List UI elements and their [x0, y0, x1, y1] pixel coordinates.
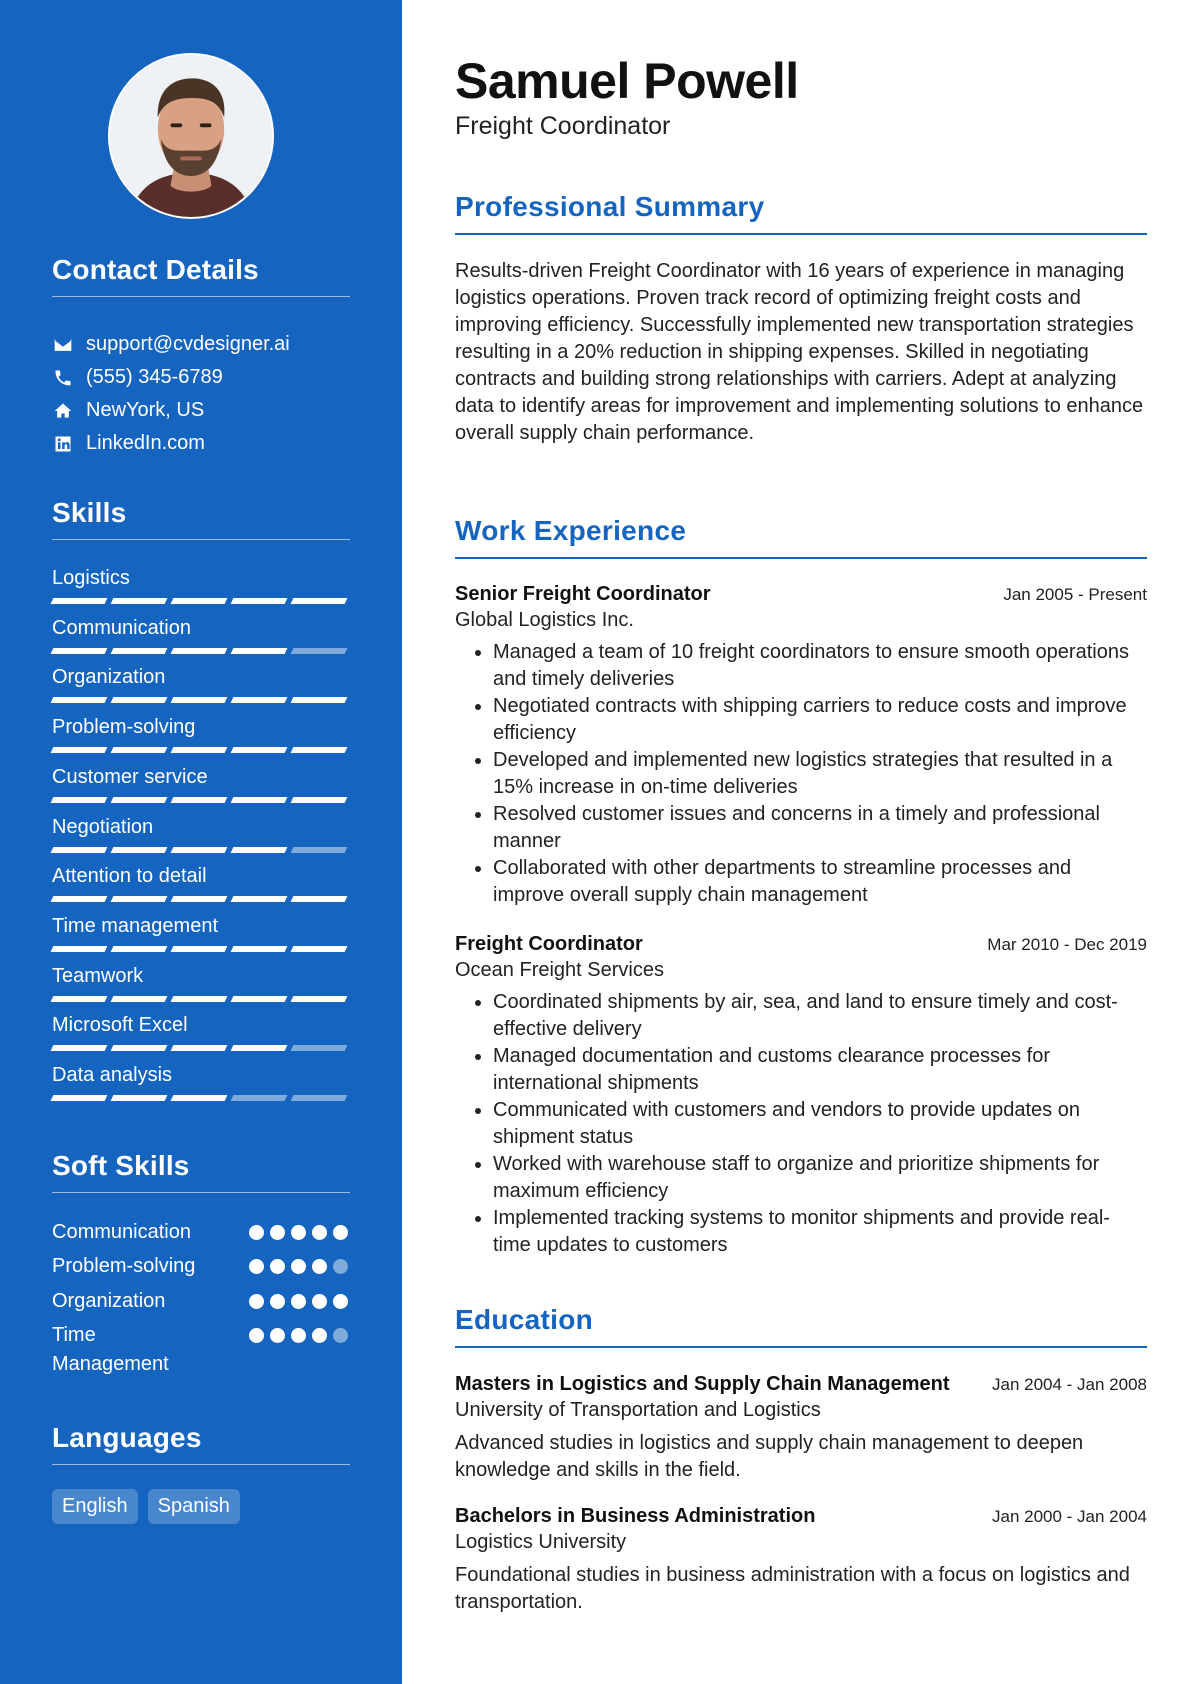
- profile-photo: [108, 53, 274, 219]
- contact-heading: Contact Details: [52, 254, 350, 297]
- rating-dot: [249, 1294, 264, 1309]
- skill-level-segment: [51, 648, 108, 654]
- skill-level-segment: [291, 797, 348, 803]
- skill-level-segment: [231, 896, 288, 902]
- skill-level-segment: [231, 1095, 288, 1101]
- rating-dot: [312, 1259, 327, 1274]
- soft-skill-label: Problem-solving: [52, 1255, 196, 1277]
- skill-level-segment: [291, 996, 348, 1002]
- skill-label: Problem-solving: [52, 716, 196, 739]
- rating-dot: [270, 1328, 285, 1343]
- skill-item: [52, 865, 348, 902]
- skill-label: Teamwork: [52, 964, 144, 987]
- skill-level-segment: [51, 847, 108, 853]
- skill-level-segment: [171, 1095, 228, 1101]
- soft-skill-rating: [249, 1294, 348, 1316]
- job-entry: [455, 933, 1147, 1259]
- job-bullet: • Worked with warehouse staff to organize and prioritize shipments for maximum efficiency: [493, 1151, 1147, 1205]
- skills-heading: Skills: [52, 497, 350, 540]
- skill-level-segment: [171, 797, 228, 803]
- rating-dot: [270, 1225, 285, 1240]
- rating-dot: [291, 1294, 306, 1309]
- skill-label: Organization: [52, 666, 166, 689]
- job-bullets: [455, 989, 1147, 1259]
- skill-level-segment: [51, 946, 108, 952]
- skill-level-segment: [171, 896, 228, 902]
- job-date: Mar 2010 - Dec 2019: [987, 935, 1147, 954]
- education-heading: Education: [455, 1304, 1147, 1348]
- skill-level-segment: [171, 747, 228, 753]
- skill-label: Negotiation: [52, 815, 154, 838]
- skill-level-segment: [291, 1095, 348, 1101]
- envelope-icon: [52, 334, 74, 356]
- skill-level-segment: [291, 896, 348, 902]
- rating-dot: [312, 1225, 327, 1240]
- skill-level-segment: [111, 797, 168, 803]
- skill-level-bar: [52, 797, 348, 803]
- degree-title: Bachelors in Business Administration: [455, 1505, 816, 1527]
- candidate-name: Samuel Powell: [455, 53, 799, 109]
- job-bullet: • Resolved customer issues and concerns in a timely and professional manner: [493, 801, 1147, 855]
- skill-level-segment: [171, 847, 228, 853]
- skill-level-bar: [52, 697, 348, 703]
- skill-level-segment: [231, 847, 288, 853]
- languages-list: [52, 1489, 240, 1524]
- job-bullet: • Collaborated with other departments to streamline processes and improve overall supply chain management: [493, 855, 1147, 909]
- skill-level-segment: [111, 1095, 168, 1101]
- job-bullet: • Implemented tracking systems to monitor shipments and provide real-time updates to customers: [493, 1205, 1147, 1259]
- summary-text: Results-driven Freight Coordinator with 16 years of experience in managing logistics operations. Proven track record of optimizing freight costs and improving efficiency. Successfully implemented new transportation strategies resulting in a 20% reduction in shipping expenses. Skilled in negotiating contracts and building strong relationships with carriers. Adept at analyzing data to identify areas for improvement and implementing solutions to enhance overall supply chain performance.: [455, 260, 1144, 444]
- rating-dot: [270, 1294, 285, 1309]
- education-description: Foundational studies in business administration with a focus on logistics and transportation.: [455, 1564, 1130, 1613]
- rating-dot: [312, 1328, 327, 1343]
- education-date: Jan 2000 - Jan 2004: [991, 1507, 1147, 1526]
- avatar: [110, 55, 272, 217]
- skill-level-bar: [52, 648, 348, 654]
- skill-level-segment: [231, 598, 288, 604]
- skill-label: Logistics: [52, 567, 130, 589]
- skill-level-segment: [171, 1045, 228, 1051]
- soft-skill-rating: [249, 1259, 348, 1281]
- home-icon: [52, 400, 74, 422]
- rating-dot: [249, 1225, 264, 1240]
- skill-item: [52, 915, 348, 952]
- skill-level-bar: [52, 598, 348, 604]
- skill-label: Data analysis: [52, 1064, 173, 1086]
- soft-skill-label: Organization: [52, 1290, 166, 1312]
- soft-skill-item: [52, 1252, 348, 1281]
- skill-level-bar: [52, 1095, 348, 1101]
- skill-level-segment: [111, 946, 168, 952]
- skill-level-bar: [52, 946, 348, 952]
- contact-email[interactable]: [52, 333, 290, 356]
- skill-item: [52, 716, 348, 753]
- skill-item: [52, 816, 348, 853]
- skill-level-segment: [231, 648, 288, 654]
- skill-level-segment: [51, 697, 108, 703]
- skill-level-segment: [111, 697, 168, 703]
- skill-item: [52, 965, 348, 1002]
- rating-dot: [291, 1328, 306, 1343]
- skill-level-segment: [291, 747, 348, 753]
- contact-linkedin[interactable]: [52, 432, 205, 455]
- school-name: University of Transportation and Logistics: [455, 1399, 821, 1421]
- skill-level-bar: [52, 896, 348, 902]
- skill-label: Microsoft Excel: [52, 1014, 188, 1037]
- candidate-title: Freight Coordinator: [455, 112, 671, 140]
- contact-email-text: support@cvdesigner.ai: [86, 333, 290, 355]
- skill-level-segment: [171, 946, 228, 952]
- soft-skill-rating: [249, 1225, 348, 1247]
- skill-level-segment: [171, 697, 228, 703]
- job-entry: [455, 583, 1147, 909]
- skill-item: [52, 617, 348, 654]
- rating-dot: [333, 1294, 348, 1309]
- skill-level-segment: [111, 747, 168, 753]
- degree-title: Masters in Logistics and Supply Chain Management: [455, 1373, 950, 1395]
- rating-dot: [270, 1259, 285, 1274]
- summary-heading: Professional Summary: [455, 191, 1147, 235]
- skill-level-segment: [111, 847, 168, 853]
- job-bullet: • Managed a team of 10 freight coordinators to ensure smooth operations and timely deliveries: [493, 639, 1147, 693]
- education-description: Advanced studies in logistics and supply chain management to deepen knowledge and skills in the field.: [455, 1432, 1084, 1481]
- skill-level-segment: [231, 697, 288, 703]
- language-badge: Spanish: [148, 1489, 240, 1524]
- skill-item: [52, 1014, 348, 1051]
- contact-location: [52, 399, 204, 422]
- job-bullet: • Coordinated shipments by air, sea, and land to ensure timely and cost-effective delivery: [493, 989, 1147, 1043]
- school-name: Logistics University: [455, 1531, 627, 1553]
- skill-level-segment: [51, 747, 108, 753]
- skill-level-segment: [231, 747, 288, 753]
- experience-heading: Work Experience: [455, 515, 1147, 559]
- sidebar: [0, 0, 402, 1684]
- contact-phone[interactable]: [52, 366, 223, 389]
- skill-level-segment: [51, 996, 108, 1002]
- skill-item: [52, 766, 348, 803]
- job-company: Global Logistics Inc.: [455, 609, 634, 631]
- skill-label: Attention to detail: [52, 865, 207, 888]
- education-date: Jan 2004 - Jan 2008: [991, 1375, 1147, 1394]
- skill-item: [52, 567, 348, 604]
- soft-skills-heading: Soft Skills: [52, 1150, 350, 1193]
- skill-level-segment: [231, 946, 288, 952]
- contact-location-text: NewYork, US: [86, 399, 205, 421]
- skill-level-segment: [111, 996, 168, 1002]
- job-bullet: • Managed documentation and customs clearance processes for international shipments: [493, 1043, 1147, 1097]
- job-company: Ocean Freight Services: [455, 959, 664, 981]
- soft-skill-item: [52, 1218, 348, 1247]
- job-bullet: • Developed and implemented new logistics strategies that resulted in a 15% increase in on-time deliveries: [493, 747, 1147, 801]
- skill-level-segment: [111, 598, 168, 604]
- skill-item: [52, 666, 348, 703]
- skill-level-segment: [51, 1045, 108, 1051]
- skill-level-segment: [291, 697, 348, 703]
- skill-level-segment: [231, 1045, 288, 1051]
- skill-level-bar: [52, 996, 348, 1002]
- contact-linkedin-text: LinkedIn.com: [86, 432, 205, 454]
- job-date: Jan 2005 - Present: [1003, 585, 1147, 604]
- rating-dot: [249, 1259, 264, 1274]
- skill-level-segment: [291, 847, 348, 853]
- job-bullet: • Negotiated contracts with shipping carriers to reduce costs and improve efficiency: [493, 693, 1147, 747]
- language-badge: English: [52, 1489, 138, 1524]
- skill-level-segment: [291, 648, 348, 654]
- soft-skill-label: Time Management: [52, 1324, 169, 1375]
- rating-dot: [291, 1259, 306, 1274]
- soft-skill-label: Communication: [52, 1221, 191, 1243]
- skill-level-segment: [171, 996, 228, 1002]
- rating-dot: [333, 1328, 348, 1343]
- skill-level-segment: [111, 648, 168, 654]
- skill-level-segment: [111, 1045, 168, 1051]
- skill-level-segment: [291, 598, 348, 604]
- skill-label: Time management: [52, 914, 218, 937]
- skill-item: [52, 1064, 348, 1101]
- skill-level-bar: [52, 747, 348, 753]
- rating-dot: [291, 1225, 306, 1240]
- skill-level-segment: [51, 896, 108, 902]
- job-role: Freight Coordinator: [455, 933, 643, 955]
- skill-label: Communication: [52, 616, 191, 639]
- job-bullets: [455, 639, 1147, 909]
- job-bullet: • Communicated with customers and vendors to provide updates on shipment status: [493, 1097, 1147, 1151]
- soft-skill-rating: [249, 1328, 348, 1379]
- rating-dot: [333, 1259, 348, 1274]
- rating-dot: [312, 1294, 327, 1309]
- rating-dot: [333, 1225, 348, 1240]
- skill-level-segment: [291, 1045, 348, 1051]
- soft-skill-item: [52, 1287, 348, 1316]
- skill-level-segment: [171, 598, 228, 604]
- skill-level-segment: [291, 946, 348, 952]
- skill-level-bar: [52, 847, 348, 853]
- skill-level-segment: [231, 996, 288, 1002]
- phone-icon: [52, 367, 74, 389]
- rating-dot: [249, 1328, 264, 1343]
- skill-level-segment: [51, 1095, 108, 1101]
- skill-label: Customer service: [52, 765, 208, 788]
- skill-level-segment: [231, 797, 288, 803]
- languages-heading: Languages: [52, 1422, 350, 1465]
- skill-level-segment: [171, 648, 228, 654]
- job-role: Senior Freight Coordinator: [455, 583, 711, 605]
- education-entry: [455, 1505, 1147, 1616]
- skill-level-segment: [51, 797, 108, 803]
- soft-skill-item: [52, 1321, 348, 1379]
- skill-level-bar: [52, 1045, 348, 1051]
- contact-phone-text: (555) 345-6789: [86, 366, 223, 388]
- skill-level-segment: [51, 598, 108, 604]
- education-entry: [455, 1373, 1147, 1484]
- linkedin-icon: [52, 433, 74, 455]
- skill-level-segment: [111, 896, 168, 902]
